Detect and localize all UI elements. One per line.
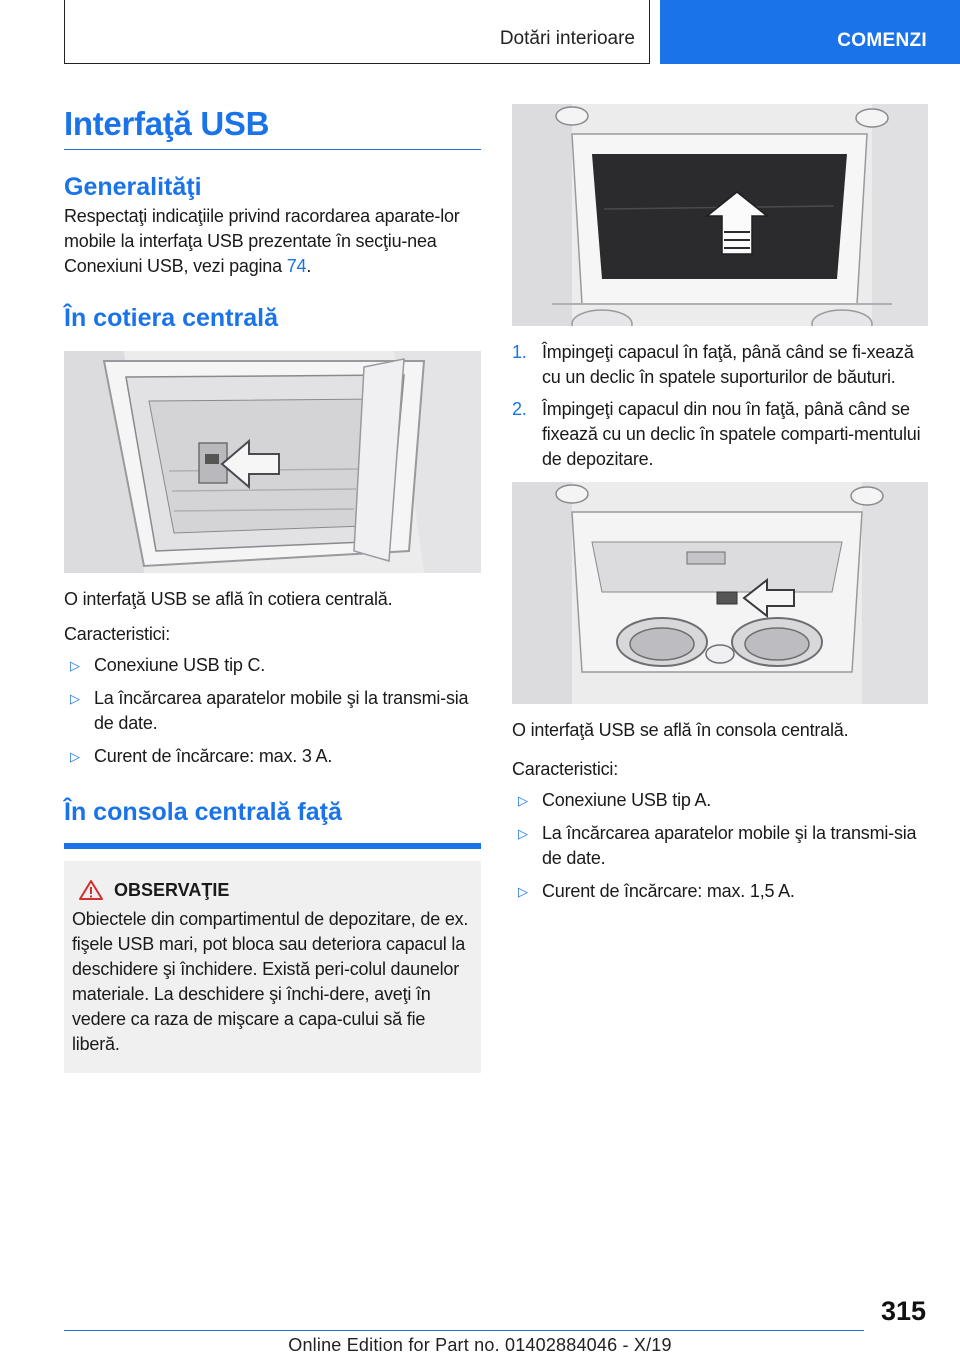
armrest-features-list	[64, 653, 481, 769]
console-cover-illustration	[512, 104, 928, 326]
feature-text: Curent de încărcare: max. 1,5 A.	[542, 881, 795, 901]
triangle-bullet-icon: ▷	[70, 658, 80, 673]
feature-text: Curent de încărcare: max. 3 A.	[94, 746, 333, 766]
page-link-74[interactable]: 74	[286, 256, 307, 276]
warning-triangle-icon	[78, 879, 104, 901]
list-item	[512, 788, 928, 813]
triangle-bullet-icon: ▷	[70, 691, 80, 706]
list-item	[512, 340, 928, 390]
header-chapter-tab[interactable]	[660, 0, 960, 64]
header-section-box	[64, 0, 650, 64]
list-item	[512, 879, 928, 904]
step-text: Împingeţi capacul din nou în faţă, până când se fixează cu un declic în spatele comparti‐mentului de depozitare.	[542, 399, 921, 469]
list-item	[64, 686, 481, 736]
console-location-text: O interfaţă USB se află în consola centrală.	[512, 720, 849, 740]
footer-edition: Online Edition for Part no. 01402884046 - X/19	[288, 1335, 672, 1355]
step-text: Împingeţi capacul în faţă, până când se fi‐xează cu un declic în spatele suporturilor de băuturi.	[542, 342, 914, 387]
triangle-bullet-icon: ▷	[70, 749, 80, 764]
usb-console-illustration	[512, 482, 928, 704]
notice-title: OBSERVAŢIE	[114, 879, 230, 900]
list-item	[64, 653, 481, 678]
list-item	[512, 397, 928, 472]
feature-text: Conexiune USB tip C.	[94, 655, 266, 675]
heading-console: În consola centrală faţă	[64, 797, 481, 849]
feature-text: La încărcarea aparatelor mobile şi la transmi‐sia de date.	[94, 688, 469, 733]
heading-armrest: În cotiera centrală	[64, 304, 278, 332]
notice-box	[64, 861, 481, 1073]
step-number: 1.	[512, 342, 527, 362]
general-text-body: Respectaţi indicaţiile privind racordarea aparate‐lor mobile la interfaţa USB prezentate în secţiu‐nea Conexiuni USB, vezi pagina	[64, 206, 460, 276]
console-features-label: Caracteristici:	[512, 759, 619, 779]
triangle-bullet-icon: ▷	[518, 884, 528, 899]
heading-general: Generalităţi	[64, 173, 202, 201]
armrest-location-text: O interfaţă USB se află în cotiera centrală.	[64, 589, 393, 609]
general-text	[64, 204, 481, 279]
page-title: Interfaţă USB	[64, 104, 481, 150]
notice-title-row	[72, 879, 473, 901]
header-chapter-label: COMENZI	[837, 30, 927, 51]
general-text-end: .	[306, 256, 312, 276]
usb-armrest-illustration	[64, 351, 481, 573]
left-column	[64, 104, 481, 1073]
armrest-features-label: Caracteristici:	[64, 624, 171, 644]
triangle-bullet-icon: ▷	[518, 793, 528, 808]
list-item	[64, 744, 481, 769]
cover-steps-list	[512, 340, 928, 472]
feature-text: Conexiune USB tip A.	[542, 790, 712, 810]
list-item	[512, 821, 928, 871]
console-features-list	[512, 788, 928, 904]
notice-text: Obiectele din compartimentul de depozitare, de ex. fişele USB mari, pot bloca sau deteriora capacul la deschidere şi închidere. Există peri‐colul daunelor materiale. La deschidere şi închi‐dere, aveţi în vedere ca raza de mişcare a capa‐cului să fie liberă.	[72, 909, 469, 1054]
step-number: 2.	[512, 399, 527, 419]
right-column	[512, 104, 928, 912]
feature-text: La încărcarea aparatelor mobile şi la transmi‐sia de date.	[542, 823, 917, 868]
triangle-bullet-icon: ▷	[518, 826, 528, 841]
header-section-title: Dotări interioare	[499, 28, 635, 49]
page-number: 315	[880, 1296, 926, 1326]
footer-divider	[64, 1330, 864, 1331]
